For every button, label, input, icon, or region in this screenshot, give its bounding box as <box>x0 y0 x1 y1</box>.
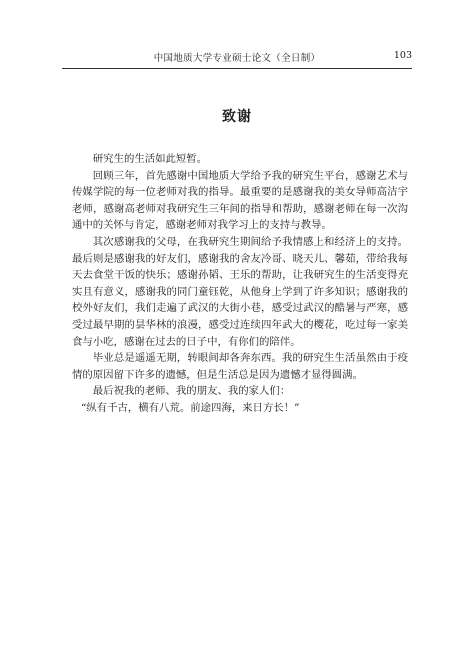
page-number: 103 <box>393 50 412 61</box>
paragraph: 其次感谢我的父母，在我研究生期间给予我情感上和经济上的支持。最后则是感谢我的好友们，感谢我的舍友冷哥、晓天儿、馨茹，带给我每天去食堂干饭的快乐；感谢孙韬、王乐的帮助，让我研究生的生活变得充实且有意义，感谢我的同门童钰乾，从他身上学到了许多知识；感谢我的校外好友们，我们走遍了武汉的大街小巷，感受过武汉的酷暑与严寒，感受过最早期的昙华林的浪漫，感受过连续四年武大的樱花，吃过每一家美食与小吃，感谢在过去的日子中，有你们的陪伴。 <box>72 235 408 348</box>
paragraph: 最后祝我的老师、我的朋友、我的家人们： <box>92 385 291 398</box>
running-header <box>62 50 412 66</box>
header-title: 中国地质大学专业硕士论文（全日制） <box>153 53 321 64</box>
paragraph: 研究生的生活如此短暂。 <box>92 153 208 165</box>
body-text <box>72 151 408 417</box>
page-title: 致谢 <box>222 109 252 125</box>
paragraph: 毕业总是遥遥无期，转眼间却各奔东西。我的研究生生活虽然由于疫情的原因留下许多的遗憾，但是生活总是因为遗憾才显得圆满。 <box>72 352 408 381</box>
paragraph: 回顾三年，首先感谢中国地质大学给予我的研究生平台，感谢艺术与传媒学院的每一位老师对我的指导。最重要的是感谢我的美女导师高洁宇老师，感谢高老师对我研究生三年间的指导和帮助，感谢老师在每一次沟通中的关怀与肯定，感谢老师对我学习上的支持与教导。 <box>72 169 408 232</box>
header-rule <box>62 68 412 69</box>
closing-quote: “纵有千古，横有八荒。前途四海，来日方长！” <box>81 401 300 414</box>
